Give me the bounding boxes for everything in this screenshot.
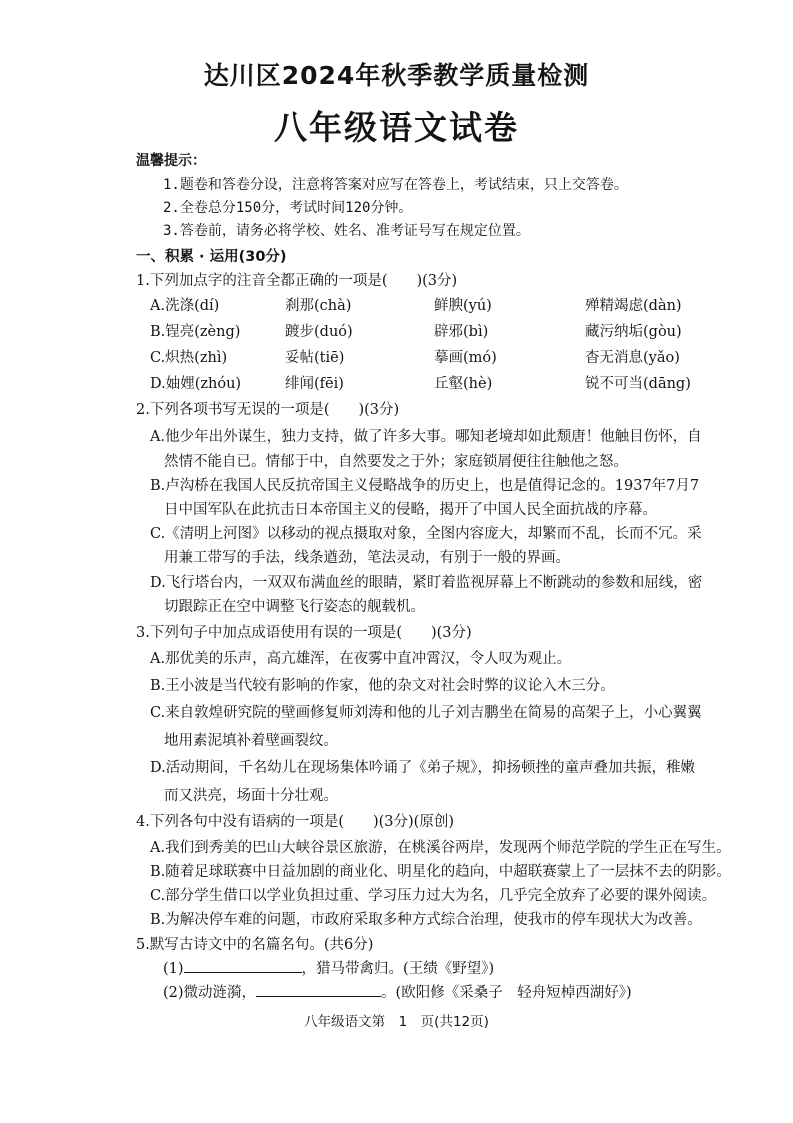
tips-heading: 温馨提示： xyxy=(136,153,206,169)
option-d-1: D.妯娌(zhóu) xyxy=(150,376,242,392)
section-heading: 一、积累 · 运用(30分) xyxy=(136,249,287,265)
question-2-line: A.他少年出外谋生，独力支持，做了许多大事。哪知老境却如此颓唐！他触目伤怀，自 xyxy=(150,429,702,445)
option-c-2: 妥帖(tiē) xyxy=(285,350,345,366)
option-d-3: 丘壑(hè) xyxy=(434,376,493,392)
option-b-1: B.锃亮(zèng) xyxy=(150,324,241,340)
question-3-line: D.活动期间，千名幼儿在现场集体吟诵了《弟子规》，抑扬顿挫的童声叠加共振，稚嫩 xyxy=(150,760,695,776)
option-c-4: 杳无消息(yǎo) xyxy=(585,350,680,366)
question-3-line: C.来自敦煌研究院的壁画修复师刘涛和他的儿子刘吉鹏坐在简易的高架子上，小心翼翼 xyxy=(150,705,702,721)
option-b-4: 藏污纳垢(gòu) xyxy=(585,324,682,340)
question-2-line: 日中国军队在此抗击日本帝国主义的侵略，揭开了中国人民全面抗战的序幕。 xyxy=(164,502,657,518)
page-footer: 八年级语文第 1 页(共12页) xyxy=(304,1014,489,1030)
item-2-prefix: (2)微动涟漪， xyxy=(163,985,257,1001)
question-2-stem: 2.下列各项书写无误的一项是( )(3分) xyxy=(136,402,400,418)
question-4-line: C.部分学生借口以学业负担过重、学习压力过大为名，几乎完全放弃了必要的课外阅读。 xyxy=(150,888,717,904)
question-4-line: B.随着足球联赛中日益加剧的商业化、明星化的趋向，中超联赛蒙上了一层抹不去的阴影。 xyxy=(150,864,731,880)
question-5-stem: 5.默写古诗文中的名篇名句。(共6分) xyxy=(136,937,374,953)
question-4-line: B.为解决停车难的问题，市政府采取多种方式综合治理，使我市的停车现状大为改善。 xyxy=(150,912,702,928)
question-2-line: C.《清明上河图》以移动的视点摄取对象，全图内容庞大，却繁而不乱，长而不冗。采 xyxy=(150,526,702,542)
item-1-suffix: ，猎马带禽归。(王绩《野望》) xyxy=(301,961,495,977)
option-b-2: 踱步(duó) xyxy=(285,324,353,340)
question-2-line: 然情不能自已。情郁于中，自然要发之于外；家庭锁屑便往往触他之怒。 xyxy=(164,454,628,470)
option-b-3: 辟邪(bì) xyxy=(434,324,489,340)
item-2-suffix: 。(欧阳修《采桑子 轻舟短棹西湖好》) xyxy=(381,985,632,1001)
tip-item-2: 2.全卷总分150分，考试时间120分钟。 xyxy=(163,200,413,216)
question-3-stem: 3.下列句子中加点成语使用有误的一项是( )(3分) xyxy=(136,625,472,641)
option-a-3: 鲜腴(yú) xyxy=(434,298,492,314)
option-a-4: 殚精竭虑(dàn) xyxy=(585,298,682,314)
question-1-stem: 1.下列加点字的注音全都正确的一项是( )(3分) xyxy=(136,273,458,289)
answer-blank-2[interactable] xyxy=(256,982,381,997)
question-3-line: A.那优美的乐声，高亢雄浑，在夜雾中直冲霄汉，令人叹为观止。 xyxy=(150,651,572,667)
option-c-3: 摹画(mó) xyxy=(434,350,497,366)
question-3-line: 地用素泥填补着壁画裂纹。 xyxy=(164,733,338,749)
question-2-line: D.飞行塔台内，一双双布满血丝的眼睛，紧盯着监视屏幕上不断跳动的参数和屈线，密 xyxy=(150,575,703,591)
question-2-line: 用兼工带写的手法，线条遒劲，笔法灵动，有别于一般的界画。 xyxy=(164,550,570,566)
question-4-line: A.我们到秀美的巴山大峡谷景区旅游，在桃溪谷两岸，发现两个师范学院的学生正在写生。 xyxy=(150,840,731,856)
option-a-2: 刹那(chà) xyxy=(285,298,352,314)
tip-item-3: 3.答卷前，请务必将学校、姓名、准考证号写在规定位置。 xyxy=(163,223,530,239)
exam-subtitle: 八年级语文试卷 xyxy=(274,108,519,147)
option-a-1: A.洗涤(dí) xyxy=(150,298,220,314)
question-3-line: 而又洪亮，场面十分壮观。 xyxy=(164,788,338,804)
question-4-stem: 4.下列各句中没有语病的一项是( )(3分)(原创) xyxy=(136,814,455,830)
answer-blank-1[interactable] xyxy=(184,958,302,973)
option-d-4: 锐不可当(dāng) xyxy=(585,376,691,392)
question-2-line: B.卢沟桥在我国人民反抗帝国主义侵略战争的历史上，也是值得记念的。1937年7月7 xyxy=(150,478,700,494)
item-1-prefix: (1) xyxy=(163,961,184,977)
option-d-2: 绯闻(fēi) xyxy=(285,376,344,392)
option-c-1: C.炽热(zhì) xyxy=(150,350,228,366)
question-5-item-2 xyxy=(163,982,632,1003)
question-3-line: B.王小波是当代较有影响的作家，他的杂文对社会时弊的议论入木三分。 xyxy=(150,678,615,694)
tip-item-1: 1.题卷和答卷分设，注意将答案对应写在答卷上，考试结束，只上交答卷。 xyxy=(163,177,628,193)
question-5-item-1 xyxy=(163,958,494,979)
question-2-line: 切跟踪正在空中调整飞行姿态的舰载机。 xyxy=(164,599,425,615)
exam-title: 达川区2024年秋季教学质量检测 xyxy=(203,61,590,90)
